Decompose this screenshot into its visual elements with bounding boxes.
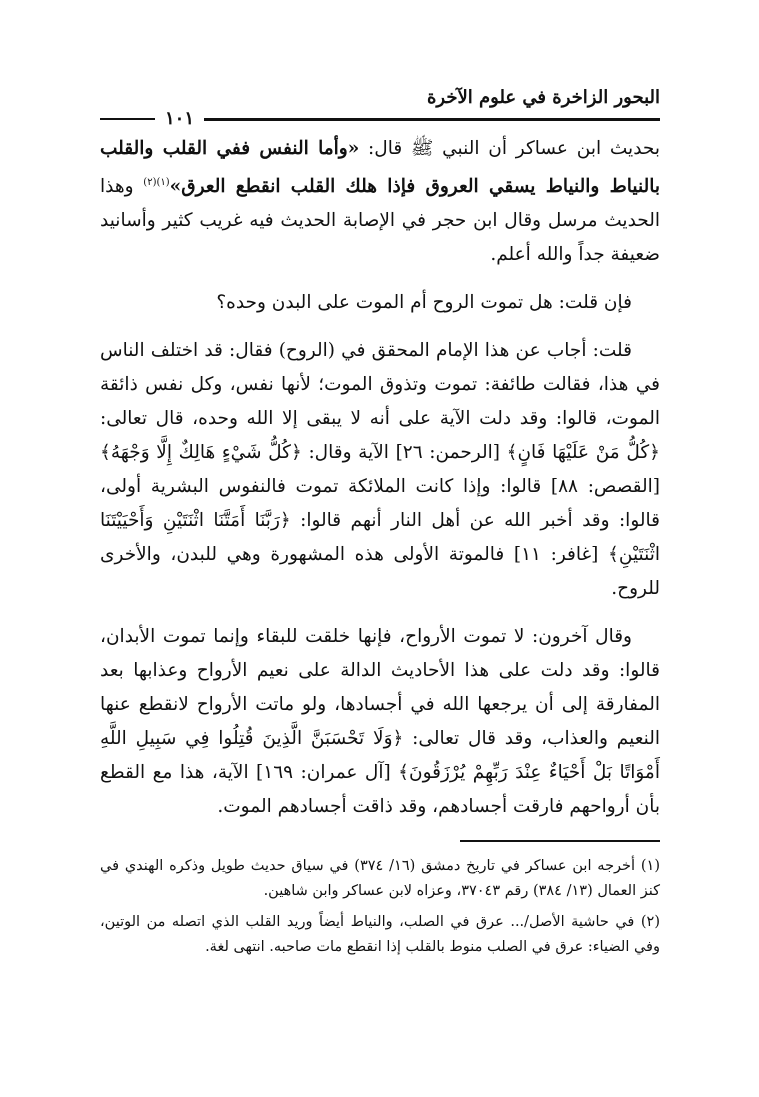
page-header bbox=[100, 86, 660, 110]
paragraph-4: وقال آخرون: لا تموت الأرواح، فإنها خلقت للبقاء وإنما تموت الأبدان، قالوا: وقد دلت على هذا الأحاديث الدالة على نعيم الأرواح وعذابها بعد المفارقة إلى أن يرجعها الله في أجسادها، ولو ماتت الأرواح لانقطع عنها النعيم والعذاب، وقد قال تعالى: ﴿وَلَا تَحْسَبَنَّ الَّذِينَ قُتِلُوا فِي سَبِيلِ اللَّهِ أَمْوَاتًا بَلْ أَحْيَاءٌ عِنْدَ رَبِّهِمْ يُرْزَقُونَ﴾ [آل عمران: ١٦٩] الآية، هذا مع القطع بأن أرواحهم فارقت أجسادهم، وقد ذاقت أجسادهم الموت. bbox=[100, 626, 660, 818]
main-text bbox=[100, 132, 660, 824]
hadith-quote: «وأما النفس ففي القلب والقلب بالنياط والنياط يسقي العروق فإذا هلك القلب انقطع العرق» bbox=[100, 138, 661, 198]
footnote-1: (١) أخرجه ابن عساكر في تاريخ دمشق (١٦/ ٣٧٤) في سياق حديث طويل وذكره الهندي في كنز العمال (١٣/ ٣٨٤) رقم ٣٧٠٤٣، وعزاه لابن عساكر وابن شاهين. bbox=[100, 858, 660, 900]
footnote-refs: (١)(٢) bbox=[143, 177, 170, 188]
paragraph-2: فإن قلت: هل تموت الروح أم الموت على البدن وحده؟ bbox=[216, 292, 632, 314]
book-page bbox=[100, 86, 660, 1036]
paragraph-1 bbox=[100, 132, 660, 272]
footnotes bbox=[100, 854, 660, 960]
paragraph-1-rest: وهذا الحديث مرسل وقال ابن حجر في الإصابة الحديث فيه غريب كثير وأسانيد ضعيفة جداً والله أعلم. bbox=[100, 176, 660, 266]
paragraph-3: قلت: أجاب عن هذا الإمام المحقق في (الروح) فقال: قد اختلف الناس في هذا، فقالت طائفة: تموت وتذوق الموت؛ لأنها نفس، وكل نفس ذائقة الموت، قالوا: وقد دلت الآية على أنه لا يبقى إلا الله وحده، قال تعالى: ﴿كُلُّ مَنْ عَلَيْهَا فَانٍ﴾ [الرحمن: ٢٦] الآية وقال: ﴿كُلُّ شَيْءٍ هَالِكٌ إِلَّا وَجْهَهُ﴾ [القصص: ٨٨] قالوا: وإذا كانت الملائكة تموت فالنفوس البشرية أولى، قالوا: وقد أخبر الله عن أهل النار أنهم قالوا: ﴿رَبَّنَا أَمَتَّنَا اثْنَتَيْنِ وَأَحْيَيْتَنَا اثْنَتَيْنِ﴾ [غافر: ١١] فالموتة الأولى هذه المشهورة وهي للبدن، والأخرى للروح. bbox=[100, 340, 660, 600]
header-rule-long bbox=[204, 118, 660, 121]
footnote-2: (٢) في حاشية الأصل/... عرق في الصلب، والنياط أيضاً وريد القلب الذي اتصله من الوتين، وفي الضياء: عرق في الصلب منوط بالقلب إذا انقطع مات صاحبه. انتهى لغة. bbox=[100, 914, 660, 956]
paragraph-1-intro: بحديث ابن عساكر أن النبي ﷺ قال: bbox=[359, 138, 661, 159]
header-rule-short bbox=[100, 118, 155, 120]
header-rule bbox=[100, 108, 660, 129]
running-title: البحور الزاخرة في علوم الآخرة bbox=[426, 87, 660, 108]
page-number: ١٠١ bbox=[165, 108, 195, 129]
